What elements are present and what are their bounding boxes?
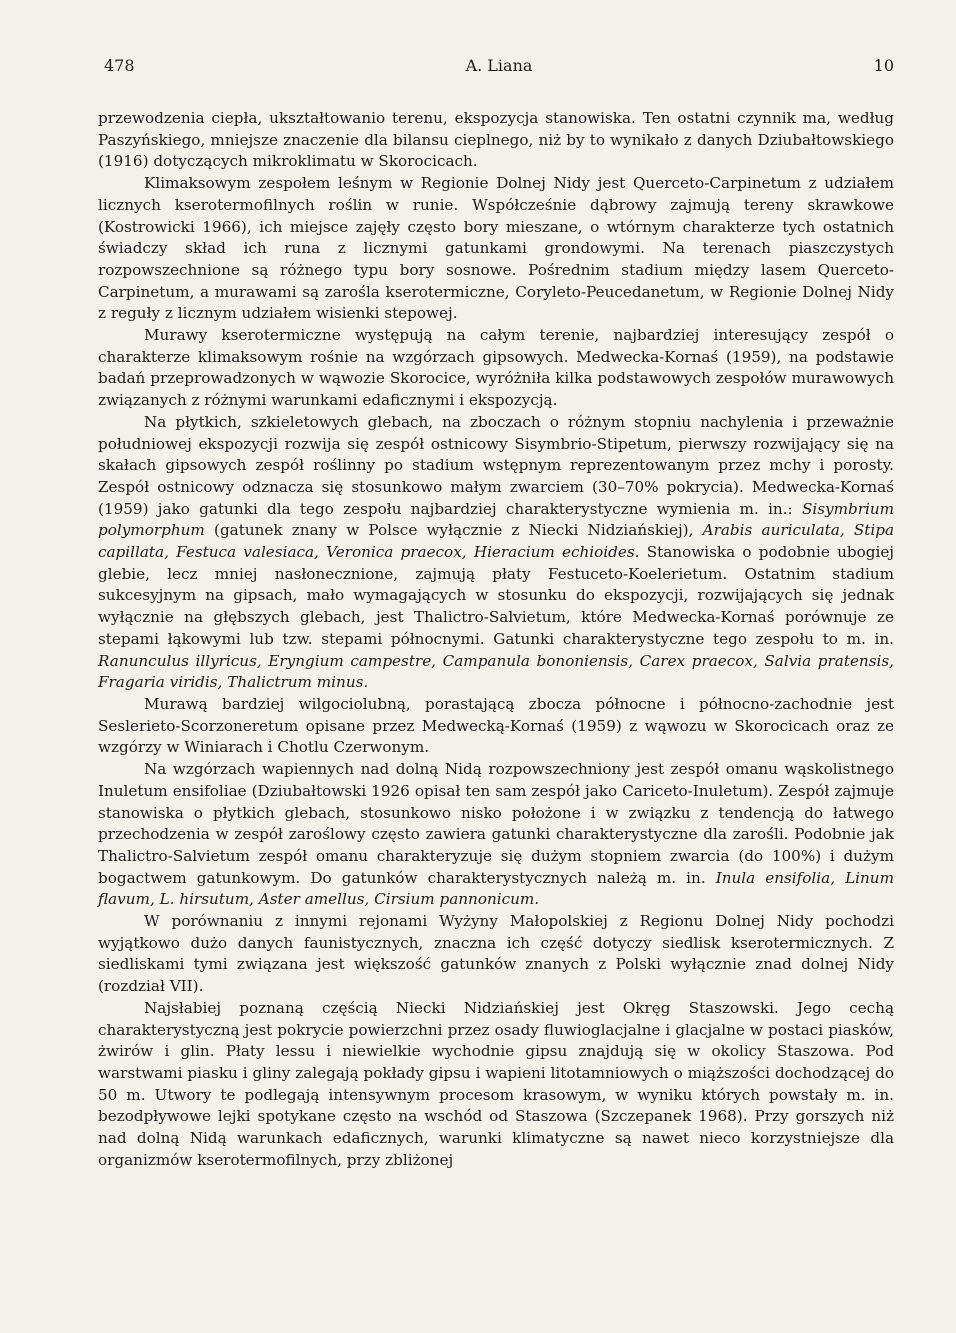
paragraph-7: W porównaniu z innymi rejonami Wyżyny Małopolskiej z Regionu Dolnej Nidy pochodzi wyjątkowo dużo danych faunistycznych, znaczna ich część dotyczy siedlisk kserotermicznych. Z siedliskami tymi związana jest większość gatunków znanych z Polski wyłącznie znad dolnej Nidy (rozdział VII). [98, 912, 894, 996]
species-list-inuletum: Inula ensifolia, Linum flavum, L. hirsutum, Aster amellus, Cirsium pannonicum. [98, 868, 894, 909]
chapter-number: 10 [873, 56, 894, 75]
running-author: A. Liana [465, 56, 533, 75]
paragraph-6-text: Na wzgórzach wapiennych nad dolną Nidą rozpowszechniony jest zespół omanu wąskolistnego Inuletum ensifoliae (Dziubałtowski 1926 opisał ten sam zespół jako Caricetо-Inuletum). Zespół zajmuje stanowiska o płytkich glebach, stosunkowo nisko położone i w związku z tendencją do łatwego przechodzenia w zespół zaroślowy często zawiera gatunki charakterystyczne dla zarośli. Podobnie jak Thalictro-Salvietum zespół omanu charakteryzuje się dużym stopniem zwarcia (do 100%) i dużym bogactwem gatunkowym. Do gatunków charakterystycznych należą m. in. [98, 760, 894, 887]
paragraph-2: Klimaksowym zespołem leśnym w Regionie Dolnej Nidy jest Querceto-Carpinetum z udziałem licznych kserotermofilnych roślin w runie. Współcześnie dąbrowy zajmują tereny skrawkowe (Kostrowicki 1966), ich miejsce zajęły często bory mieszane, o wtórnym charakterze tych ostatnich świadczy skład ich runa z licznymi gatunkami grondowymi. Na terenach piaszczystych rozpowszechnione są różnego typu bory sosnowe. Pośrednim stadium między lasem Querceto-Carpinetum, a murawami są zarośla kserotermiczne, Coryleto-Peucedanetum, w Regionie Dolnej Nidy z reguły z licznym udziałem wisienki stepowej. [98, 174, 894, 323]
paragraph-1: przewodzenia ciepła, ukształtowanio terenu, ekspozycja stanowiska. Ten ostatni czynnik ma, według Paszyńskiego, mniejsze znaczenie dla bilansu cieplnego, niż by to wynikało z danych Dziubałtowskiego (1916) dotyczących mikroklimatu w Skorocicach. [98, 109, 894, 171]
paragraph-5: Murawą bardziej wilgociolubną, porastającą zbocza północne i północno-zachodnie jest Seslerieto-Scorzoneretum opisane przez Medwecką-Kornaś (1959) z wąwozu w Skorocicach oraz ze wzgórzy w Winiarach i Chotlu Czerwonym. [98, 694, 894, 757]
paragraph-8: Najsłabiej poznaną częścią Niecki Nidziańskiej jest Okręg Staszowski. Jego cechą charakterystyczną jest pokrycie powierzchni przez osady fluwioglacjalne i glacjalne w postaci piasków, żwirów i glin. Płaty lessu i niewielkie wychodnie gipsu znajdują się w okolicy Staszowa. Pod warstwami piasku i gliny zalegają pokłady gipsu i wapieni litotamniowych o miąższości dochodzącej do 50 m. Utwory te podlegają intensywnym procesom krasowym, w wyniku których powstały m. in. bezodpływowe lejki spotykane często na wschód od Staszowa (Szczepanek 1968). Przy gorszych niż nad dolną Nidą warunkach edaficznych, warunki klimatyczne są nawet nieco korzystniejsze dla organizmów kserotermofilnych, przy zbliżonej [98, 998, 894, 1169]
paragraph-4-continued: Stanowiska o podobnie ubogiej glebie, lecz mniej nasłonecznione, zajmują płaty Festuceto-Koelerietum. Ostatnim stadium sukcesyjnym na gipsach, mało wymagających w stosunku do ekspozycji, rozwijających się jednak wyłącznie na głębszych glebach, jest Thalictro-Salvietum, które Medwecka-Kornaś porównuje ze stepami łąkowymi lub tzw. stepami północnymi. Gatunki charakterystyczne tego zespołu to m. in. [98, 543, 895, 648]
page-body [98, 108, 894, 1171]
paragraph-3: Murawy kserotermiczne występują na całym terenie, najbardziej interesujący zespół o charakterze klimaksowym rośnie na wzgórzach gipsowych. Medwecka-Kornaś (1959), na podstawie badań przeprowadzonych w wąwozie Skorocice, wyróżniła kilka podstawowych zespołów murawowych związanych z różnymi warunkami edaficznymi i ekspozycją. [98, 326, 894, 410]
species-list-stipetum: Arabis auriculata, Stipa capillata, Festuca valesiaca, Veronica praecox, Hieracium echioides. [98, 521, 895, 562]
species-list-salvietum: Ranunculus illyricus, Eryngium campestre, Campanula bononiensis, Carex praecox, Salvia pratensis, Fragaria viridis, Thalictrum minus. [98, 651, 894, 692]
species-sisymbrium: Sisymbrium polymorphum [98, 499, 895, 540]
page-number: 478 [104, 56, 135, 75]
paragraph-4-text: Na płytkich, szkieletowych glebach, na zboczach o różnym stopniu nachylenia i przeważnie południowej ekspozycji rozwija się zespół ostnicowy Sisymbrio-Stipetum, pierwszy rozwijający się na skałach gipsowych zespół roślinny po stadium wstępnym reprezentowanym przez mchy i porosty. Zespół ostnicowy odznacza się stosunkowo małym zwarciem (30–70% pokrycia). Medwecka-Kornaś (1959) jako gatunki dla tego zespołu najbardziej charakterystyczne wymienia m. in.: [98, 412, 894, 518]
paragraph-6 [98, 759, 894, 911]
paragraph-4 [98, 412, 894, 694]
paragraph-4-note: (gatunek znany w Polsce wyłącznie z Niecki Nidziańskiej), [214, 521, 694, 540]
running-header [104, 56, 894, 82]
